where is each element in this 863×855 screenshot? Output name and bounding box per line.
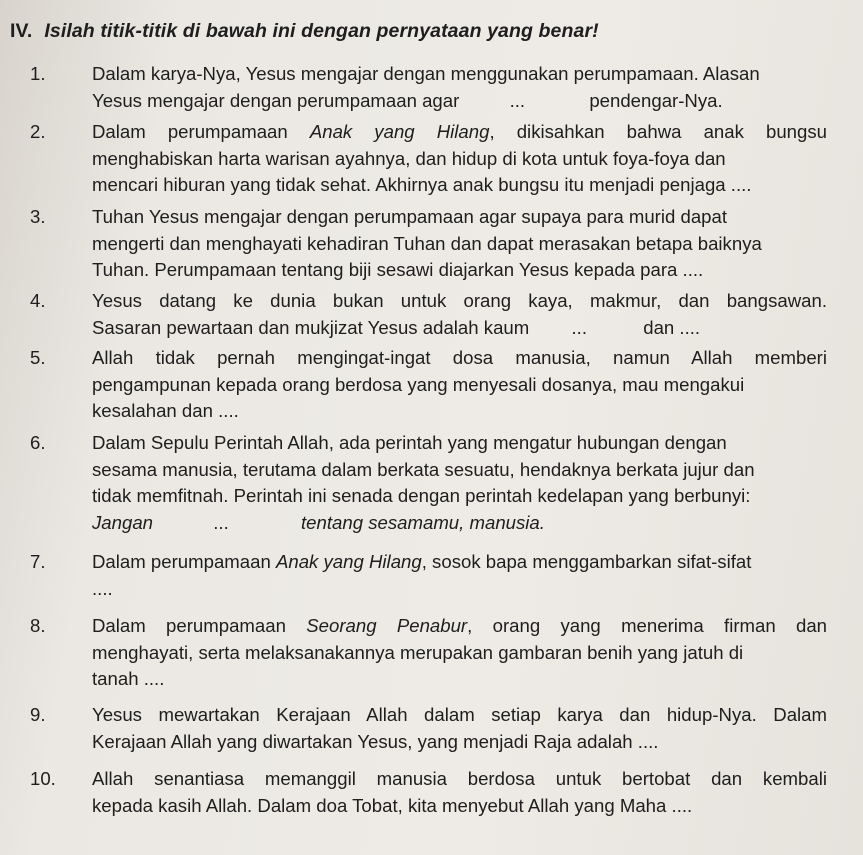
question-number: 3. [30,206,46,227]
parable-title: Seorang Penabur [306,615,468,636]
question-line: kesalahan dan .... [92,400,239,421]
question-line: menghayati, serta melaksanakannya merupakan gambaran benih yang jatuh di [92,641,744,663]
question-line: Allah senantiasa memanggil manusia berdosa untuk bertobat dan kembali [92,768,827,789]
answer-blank: ... [571,316,587,338]
question-text: Jangan [92,511,154,533]
question-number: 10. [30,768,56,789]
question-line [92,510,830,537]
question-text: dan .... [643,316,701,338]
question-8 [30,613,830,693]
question-text: Yesus mengajar dengan perumpamaan agar [92,89,460,111]
question-line [92,119,827,146]
question-text: , sosok bapa menggambarkan sifat-sifat [421,551,752,572]
section-title [10,20,599,43]
question-number: 9. [30,704,46,725]
question-number: 7. [30,551,46,572]
question-10 [30,766,830,819]
question-text: tentang sesamamu, manusia. [301,511,545,533]
answer-blank: ... [213,511,229,533]
question-line: Tuhan. Perumpamaan tentang biji sesawi diajarkan Yesus kepada para .... [92,259,704,280]
question-line: Dalam karya-Nya, Yesus mengajar dengan menggunakan perumpamaan. Alasan [92,63,760,84]
question-7 [30,549,830,602]
question-line: kepada kasih Allah. Dalam doa Tobat, kita menyebut Allah yang Maha .... [92,794,693,816]
parable-title: Anak yang Hilang [275,551,422,572]
question-line [92,88,830,115]
question-2 [30,119,830,199]
question-number: 4. [30,290,46,311]
question-6 [30,430,830,536]
question-line: Yesus mewartakan Kerajaan Allah dalam setiap karya dan hidup-Nya. Dalam [92,704,827,725]
question-line: Allah tidak pernah mengingat-ingat dosa manusia, namun Allah memberi [92,347,827,368]
question-number: 6. [30,432,46,453]
question-9 [30,702,830,755]
question-number: 8. [30,615,46,636]
question-4 [30,288,830,341]
question-text: Dalam perumpamaan [92,615,307,636]
question-line: tanah .... [92,668,165,689]
answer-blank: ... [509,89,526,111]
question-text: Sasaran pewartaan dan mukjizat Yesus adalah kaum [92,316,530,338]
parable-title: Anak yang Hilang [309,121,490,142]
question-5 [30,345,830,425]
section-instruction: Isilah titik-titik di bawah ini dengan pernyataan yang benar! [44,20,599,42]
question-line: Yesus datang ke dunia bukan untuk orang kaya, makmur, dan bangsawan. [92,290,827,311]
question-line [92,549,830,576]
question-text: pendengar-Nya. [589,89,723,111]
question-1 [30,61,830,114]
question-line: Dalam Sepulu Perintah Allah, ada perintah yang mengatur hubungan dengan [92,432,727,453]
question-line: mengerti dan menghayati kehadiran Tuhan dan dapat merasakan betapa baiknya [92,232,762,254]
question-line: pengampunan kepada orang berdosa yang menyesali dosanya, mau mengakui [92,373,745,395]
question-text: Dalam perumpamaan [92,121,310,142]
question-text: , orang yang menerima firman dan [467,615,828,636]
question-3 [30,204,830,284]
question-line: sesama manusia, terutama dalam berkata sesuatu, hendaknya berkata jujur dan [92,458,755,480]
question-text: Dalam perumpamaan [92,551,276,572]
question-line: Tuhan Yesus mengajar dengan perumpamaan agar supaya para murid dapat [92,206,728,227]
question-line: .... [92,577,113,599]
question-text: , dikisahkan bahwa anak bungsu [489,121,827,142]
question-line [92,315,830,342]
question-line: mencari hiburan yang tidak sehat. Akhirnya anak bungsu itu menjadi penjaga .... [92,174,752,195]
question-line: tidak memfitnah. Perintah ini senada dengan perintah kedelapan yang berbunyi: [92,485,751,506]
question-line [92,613,827,640]
question-line: Kerajaan Allah yang diwartakan Yesus, yang menjadi Raja adalah .... [92,730,659,752]
question-number: 1. [30,63,46,84]
question-number: 2. [30,121,46,142]
question-number: 5. [30,347,46,368]
section-number: IV. [10,20,33,42]
question-line: menghabiskan harta warisan ayahnya, dan hidup di kota untuk foya-foya dan [92,147,726,169]
